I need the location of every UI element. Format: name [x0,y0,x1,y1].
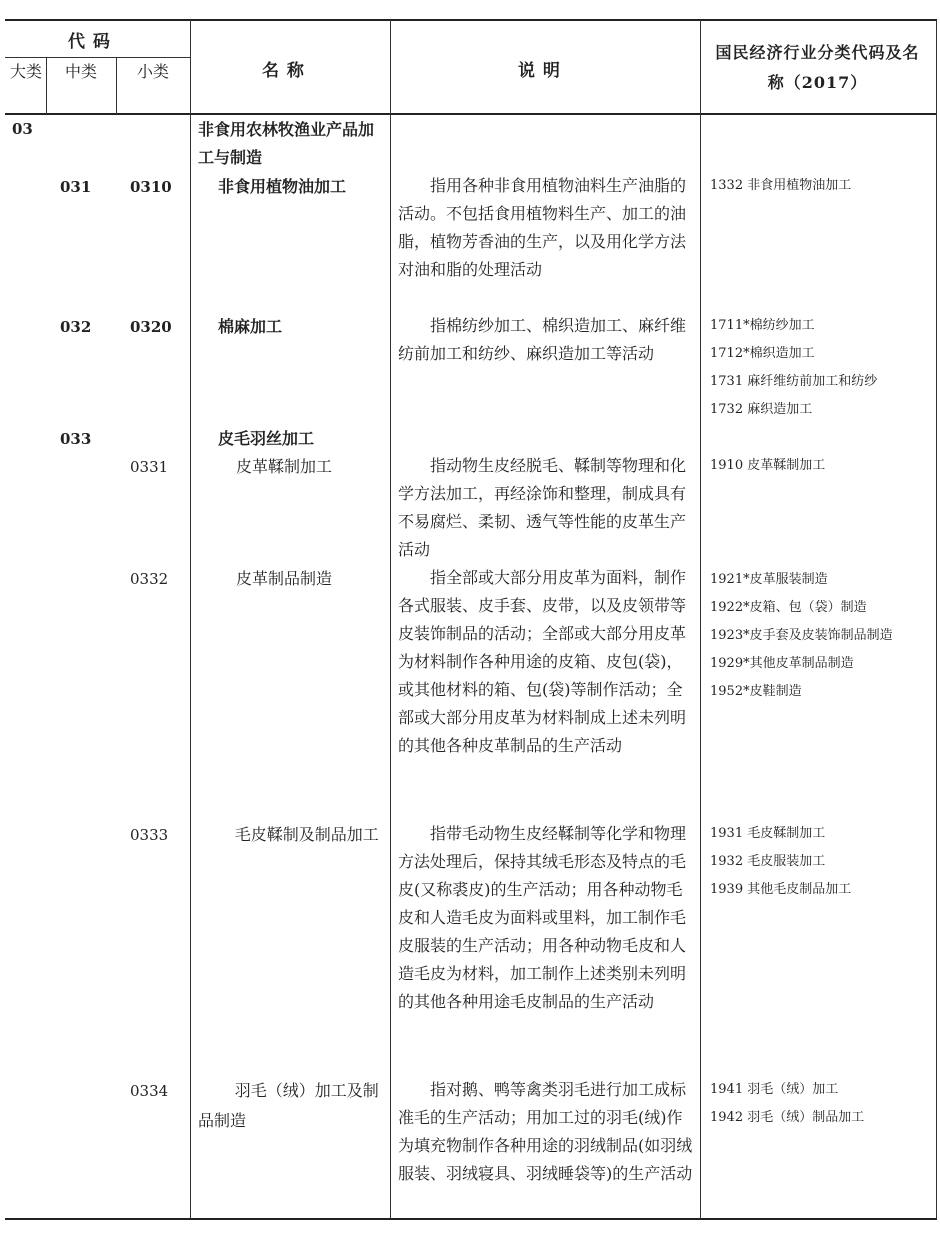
header-bottom-border [5,113,937,115]
reference-item: 1910 皮革鞣制加工 [710,458,826,473]
reference-item: 1732 麻织造加工 [710,402,813,417]
reference-list [710,312,877,424]
header-major: 大类 [9,62,42,81]
header-desc: 说 明 [518,61,561,81]
reference-list [710,820,851,904]
reference-item: 1921*皮革服装制造 [710,572,828,587]
reference-item: 1939 其他毛皮制品加工 [710,882,852,897]
category-name: 非食用植物油加工 [218,177,347,196]
reference-item: 1711*棉纺纱加工 [710,318,815,333]
col-divider-minor [190,20,191,1219]
category-description: 指对鹅、鸭等禽类羽毛进行加工成标准毛的生产活动；用加工过的羽毛(绒)作为填充物制作各种用途的羽绒制品(如羽绒服装、羽绒寝具、羽绒睡袋等)的生产活动 [398,1080,693,1183]
reference-item: 1931 毛皮鞣制加工 [710,826,826,841]
header-code: 代 码 [68,32,111,52]
reference-item: 1932 毛皮服装加工 [710,854,826,869]
category-description: 指全部或大部分用皮革为面料，制作各式服装、皮手套、皮带，以及皮领带等皮装饰制品的活动；全部或大部分用皮革为材料制作各种用途的皮箱、皮包(袋)，或其他材料的箱、包(袋)等制作活动；全部或大部分用皮革为材料制成上述未列明的其他各种皮革制品的生产活动 [398,568,687,755]
category-name: 皮革鞣制加工 [236,457,333,476]
reference-item: 1332 非食用植物油加工 [710,178,852,193]
reference-item: 1952*皮鞋制造 [710,684,802,699]
category-name: 非食用农林牧渔业产品加工与制造 [198,120,375,167]
category-description: 指用各种非食用植物油料生产油脂的活动。不包括食用植物料生产、加工的油脂，植物芳香油的生产，以及用化学方法对油和脂的处理活动 [398,176,687,279]
reference-item: 1712*棉织造加工 [710,346,815,361]
code-middle: 031 [60,178,92,196]
header-middle: 中类 [64,62,97,81]
reference-item: 1731 麻纤维纺前加工和纺纱 [710,374,878,389]
code-major: 03 [12,120,33,138]
code-minor: 0332 [130,570,169,588]
reference-list [710,566,893,706]
category-description: 指带毛动物生皮经鞣制等化学和物理方法处理后，保持其绒毛形态及特点的毛皮(又称裘皮)的生产活动；用各种动物毛皮和人造毛皮为面料或里料，加工制作毛皮服装的生产活动；用各种动物毛皮和人造毛皮为材料，加工制作上述类别未列明的其他各种用途毛皮制品的生产活动 [398,824,687,1011]
category-name: 棉麻加工 [218,317,283,336]
reference-item: 1929*其他皮革制品制造 [710,656,854,671]
category-name: 皮革制品制造 [236,569,333,588]
reference-item: 1941 羽毛（绒）加工 [710,1082,839,1097]
table-top-border [5,19,937,21]
category-name: 皮毛羽丝加工 [218,429,315,448]
code-minor: 0333 [130,826,169,844]
header-minor: 小类 [136,62,169,81]
col-divider-desc [700,20,701,1219]
reference-item: 1942 羽毛（绒）制品加工 [710,1110,865,1125]
reference-list [710,452,825,480]
col-divider-right [936,20,937,1219]
reference-item: 1923*皮手套及皮装饰制品制造 [710,628,893,643]
header-name: 名 称 [262,61,305,81]
code-minor: 0310 [130,178,172,196]
code-middle: 032 [60,318,92,336]
code-minor: 0334 [130,1082,169,1100]
category-name: 毛皮鞣制及制品加工 [234,825,379,844]
reference-item: 1922*皮箱、包（袋）制造 [710,600,867,615]
category-name: 羽毛（绒）加工及制品制造 [198,1081,379,1130]
code-middle: 033 [60,430,92,448]
table-bottom-border [5,1218,937,1220]
category-description: 指棉纺纱加工、棉织造加工、麻纤维纺前加工和纺纱、麻织造加工等活动 [398,316,687,363]
col-divider-middle [116,58,117,114]
col-divider-name [390,20,391,1219]
reference-list [710,172,851,200]
code-minor: 0331 [130,458,169,476]
header-ref: 国民经济行业分类代码及名称（2017） [715,43,920,92]
col-divider-major [46,58,47,114]
reference-list [710,1076,864,1132]
category-description: 指动物生皮经脱毛、鞣制等物理和化学方法加工，再经涂饰和整理，制成具有不易腐烂、柔韧、透气等性能的皮革生产活动 [398,456,687,559]
code-minor: 0320 [130,318,172,336]
